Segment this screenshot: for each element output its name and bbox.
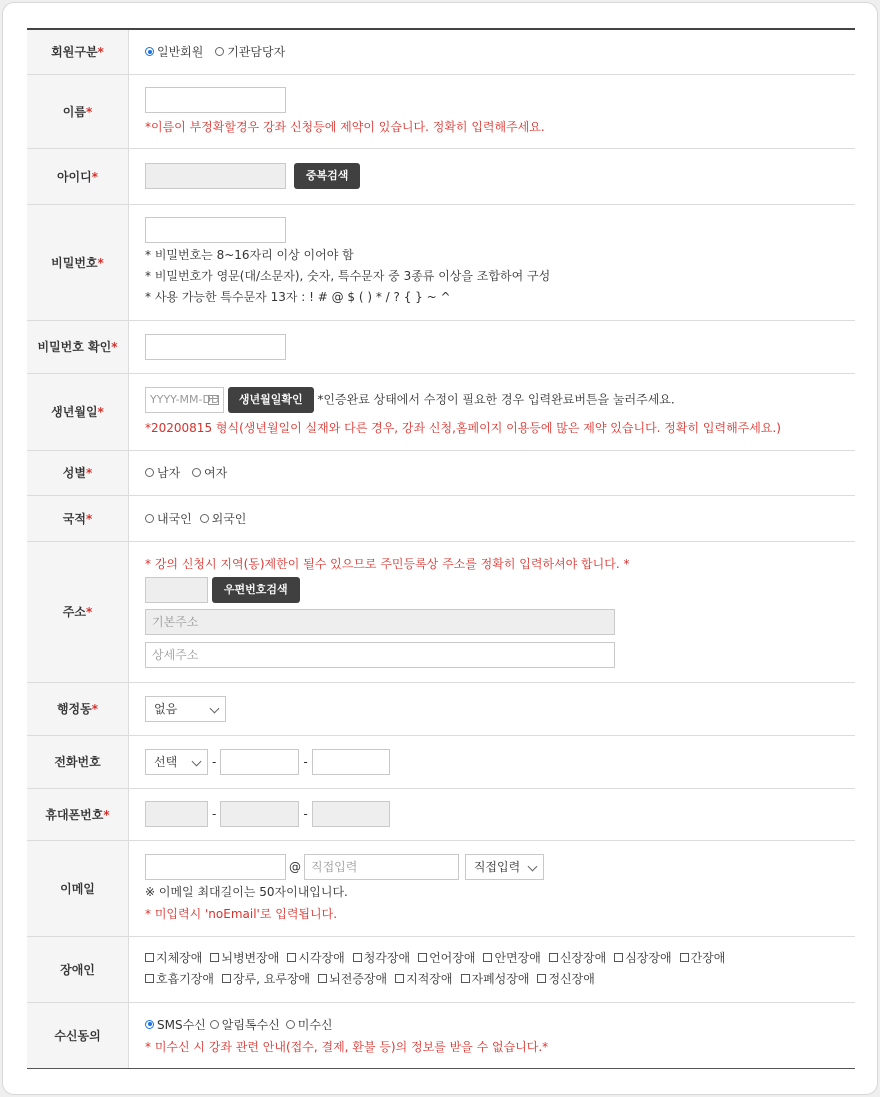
radio-icon — [192, 468, 201, 477]
email-domain-input[interactable]: 직접입력 — [304, 854, 459, 880]
checkbox-disability-11[interactable]: 장루, 요루장애 — [222, 969, 310, 990]
radio-icon — [286, 1020, 295, 1029]
radio-male[interactable]: 남자 — [145, 464, 180, 481]
phone-prefix-select[interactable]: 선택 — [145, 749, 208, 775]
label-disability: 장애인 — [27, 936, 129, 1002]
name-input[interactable] — [145, 87, 286, 113]
checkbox-disability-8[interactable]: 심장장애 — [614, 948, 671, 969]
radio-institution-manager[interactable]: 기관담당자 — [215, 43, 285, 60]
checkbox-icon — [418, 953, 427, 962]
checkbox-icon — [353, 953, 362, 962]
mobile-last-input[interactable] — [312, 801, 390, 827]
radio-icon — [145, 468, 154, 477]
checkbox-disability-12[interactable]: 뇌전증장애 — [318, 969, 387, 990]
checkbox-icon — [287, 953, 296, 962]
user-id-input[interactable] — [145, 163, 286, 189]
calendar-icon — [208, 395, 219, 405]
row-name — [27, 74, 855, 148]
password-rule-2: * 비밀번호가 영문(대/소문자), 숫자, 특수문자 중 3종류 이상을 조합하여 구성 — [145, 268, 551, 283]
birthdate-inline-note: *인증완료 상태에서 수정이 필요한 경우 입력완료버튼을 눌러주세요. — [317, 392, 675, 407]
radio-selected-icon — [145, 1020, 154, 1029]
email-at-sign: @ — [289, 860, 301, 874]
checkbox-icon — [461, 974, 470, 983]
detail-address-input[interactable]: 상세주소 — [145, 642, 615, 668]
label-name: 이름* — [27, 74, 129, 148]
label-phone: 전화번호 — [27, 735, 129, 788]
checkbox-icon — [222, 974, 231, 983]
checkbox-icon — [680, 953, 689, 962]
chevron-down-icon — [192, 756, 202, 766]
row-nationality — [27, 495, 855, 541]
radio-sms[interactable]: SMS수신 — [145, 1016, 206, 1033]
row-password — [27, 204, 855, 320]
checkbox-icon — [483, 953, 492, 962]
email-notice: * 미입력시 'noEmail'로 입력됩니다. — [145, 907, 338, 921]
phone-last-input[interactable] — [312, 749, 390, 775]
checkbox-disability-14[interactable]: 자폐성장애 — [461, 969, 530, 990]
mobile-middle-input[interactable] — [220, 801, 299, 827]
label-user-id: 아이디* — [27, 148, 129, 204]
radio-selected-icon — [145, 47, 154, 56]
checkbox-icon — [537, 974, 546, 983]
chevron-down-icon — [527, 862, 537, 872]
postal-search-button[interactable]: 우편번호검색 — [212, 577, 300, 603]
radio-kakao-alimtalk[interactable]: 알림톡수신 — [210, 1016, 280, 1033]
label-district: 행정동* — [27, 682, 129, 735]
row-gender — [27, 450, 855, 495]
row-password-confirm — [27, 320, 855, 373]
radio-foreign[interactable]: 외국인 — [200, 510, 247, 527]
checkbox-icon — [395, 974, 404, 983]
address-notice: * 강의 신청시 지역(동)제한이 될수 있으므로 주민등록상 주소를 정확히 입력하셔야 합니다. * — [145, 557, 630, 571]
checkbox-icon — [210, 953, 219, 962]
checkbox-icon — [145, 953, 154, 962]
name-notice: *이름이 부정확할경우 강좌 신청등에 제약이 있습니다. 정확히 입력해주세요. — [145, 120, 545, 134]
row-address — [27, 541, 855, 682]
row-mobile: 휴대폰번호* - - — [27, 788, 855, 840]
checkbox-disability-4[interactable]: 청각장애 — [353, 948, 410, 969]
password-rule-3: * 사용 가능한 특수문자 13자 : ! # @ $ ( ) * / ? { } ~ ^ — [145, 289, 451, 304]
label-password: 비밀번호* — [27, 204, 129, 320]
radio-general-member[interactable]: 일반회원 — [145, 43, 203, 60]
checkbox-disability-15[interactable]: 정신장애 — [537, 969, 594, 990]
label-consent: 수신동의 — [27, 1002, 129, 1068]
checkbox-icon — [318, 974, 327, 983]
checkbox-disability-9[interactable]: 간장애 — [680, 948, 726, 969]
label-address: 주소* — [27, 541, 129, 682]
label-gender: 성별* — [27, 450, 129, 495]
chevron-down-icon — [210, 703, 220, 713]
label-password-confirm: 비밀번호 확인* — [27, 320, 129, 373]
radio-domestic[interactable]: 내국인 — [145, 510, 192, 527]
radio-female[interactable]: 여자 — [192, 464, 227, 481]
radio-icon — [200, 514, 209, 523]
label-nationality: 국적* — [27, 495, 129, 541]
row-consent — [27, 1002, 855, 1068]
label-mobile: 휴대폰번호* — [27, 788, 129, 840]
checkbox-icon — [614, 953, 623, 962]
label-birthdate: 생년월일* — [27, 373, 129, 450]
row-member-type — [27, 29, 855, 74]
phone-middle-input[interactable] — [220, 749, 299, 775]
row-birthdate — [27, 373, 855, 450]
checkbox-icon — [145, 974, 154, 983]
password-input[interactable] — [145, 217, 286, 243]
basic-address-input[interactable]: 기본주소 — [145, 609, 615, 635]
label-email: 이메일 — [27, 840, 129, 936]
email-length-note: ※ 이메일 최대길이는 50자이내입니다. — [145, 885, 348, 899]
radio-icon — [215, 47, 224, 56]
signup-form-table — [27, 28, 855, 1069]
checkbox-disability-7[interactable]: 신장장애 — [549, 948, 606, 969]
district-select[interactable]: 없음 — [145, 696, 226, 722]
email-domain-select[interactable]: 직접입력 — [465, 854, 544, 880]
radio-no-receive[interactable]: 미수신 — [286, 1016, 333, 1033]
row-phone: 전화번호 선택 - - — [27, 735, 855, 788]
password-rule-1: * 비밀번호는 8~16자리 이상 이어야 함 — [145, 247, 354, 262]
email-id-input[interactable] — [145, 854, 286, 880]
postal-code-input[interactable] — [145, 577, 208, 603]
checkbox-disability-2[interactable]: 뇌병변장애 — [210, 948, 279, 969]
password-confirm-input[interactable] — [145, 334, 286, 360]
radio-icon — [145, 514, 154, 523]
checkbox-disability-1[interactable]: 지체장애 — [145, 948, 202, 969]
checkbox-icon — [549, 953, 558, 962]
checkbox-disability-10[interactable]: 호흡기장애 — [145, 969, 214, 990]
consent-notice: * 미수신 시 강좌 관련 안내(접수, 결제, 환불 등)의 정보를 받을 수 없습니다.* — [145, 1039, 549, 1054]
row-email — [27, 840, 855, 936]
birthdate-notice: *20200815 형식(생년월일이 실재와 다른 경우, 강좌 신청,홈페이지 이용등에 많은 제약 있습니다. 정확히 입력해주세요.) — [145, 421, 781, 435]
duplicate-check-button[interactable]: 중복검색 — [294, 163, 361, 189]
checkbox-disability-3[interactable]: 시각장애 — [287, 948, 344, 969]
radio-icon — [210, 1020, 219, 1029]
birthdate-input[interactable]: YYYY-MM-DD — [145, 387, 224, 413]
label-member-type: 회원구분* — [27, 29, 129, 74]
checkbox-disability-13[interactable]: 지적장애 — [395, 969, 452, 990]
row-user-id — [27, 148, 855, 204]
checkbox-disability-5[interactable]: 언어장애 — [418, 948, 475, 969]
birthdate-verify-button[interactable]: 생년월일확인 — [228, 387, 314, 413]
row-disability — [27, 936, 855, 1002]
mobile-prefix-input[interactable] — [145, 801, 208, 827]
checkbox-disability-6[interactable]: 안면장애 — [483, 948, 540, 969]
row-district — [27, 682, 855, 735]
